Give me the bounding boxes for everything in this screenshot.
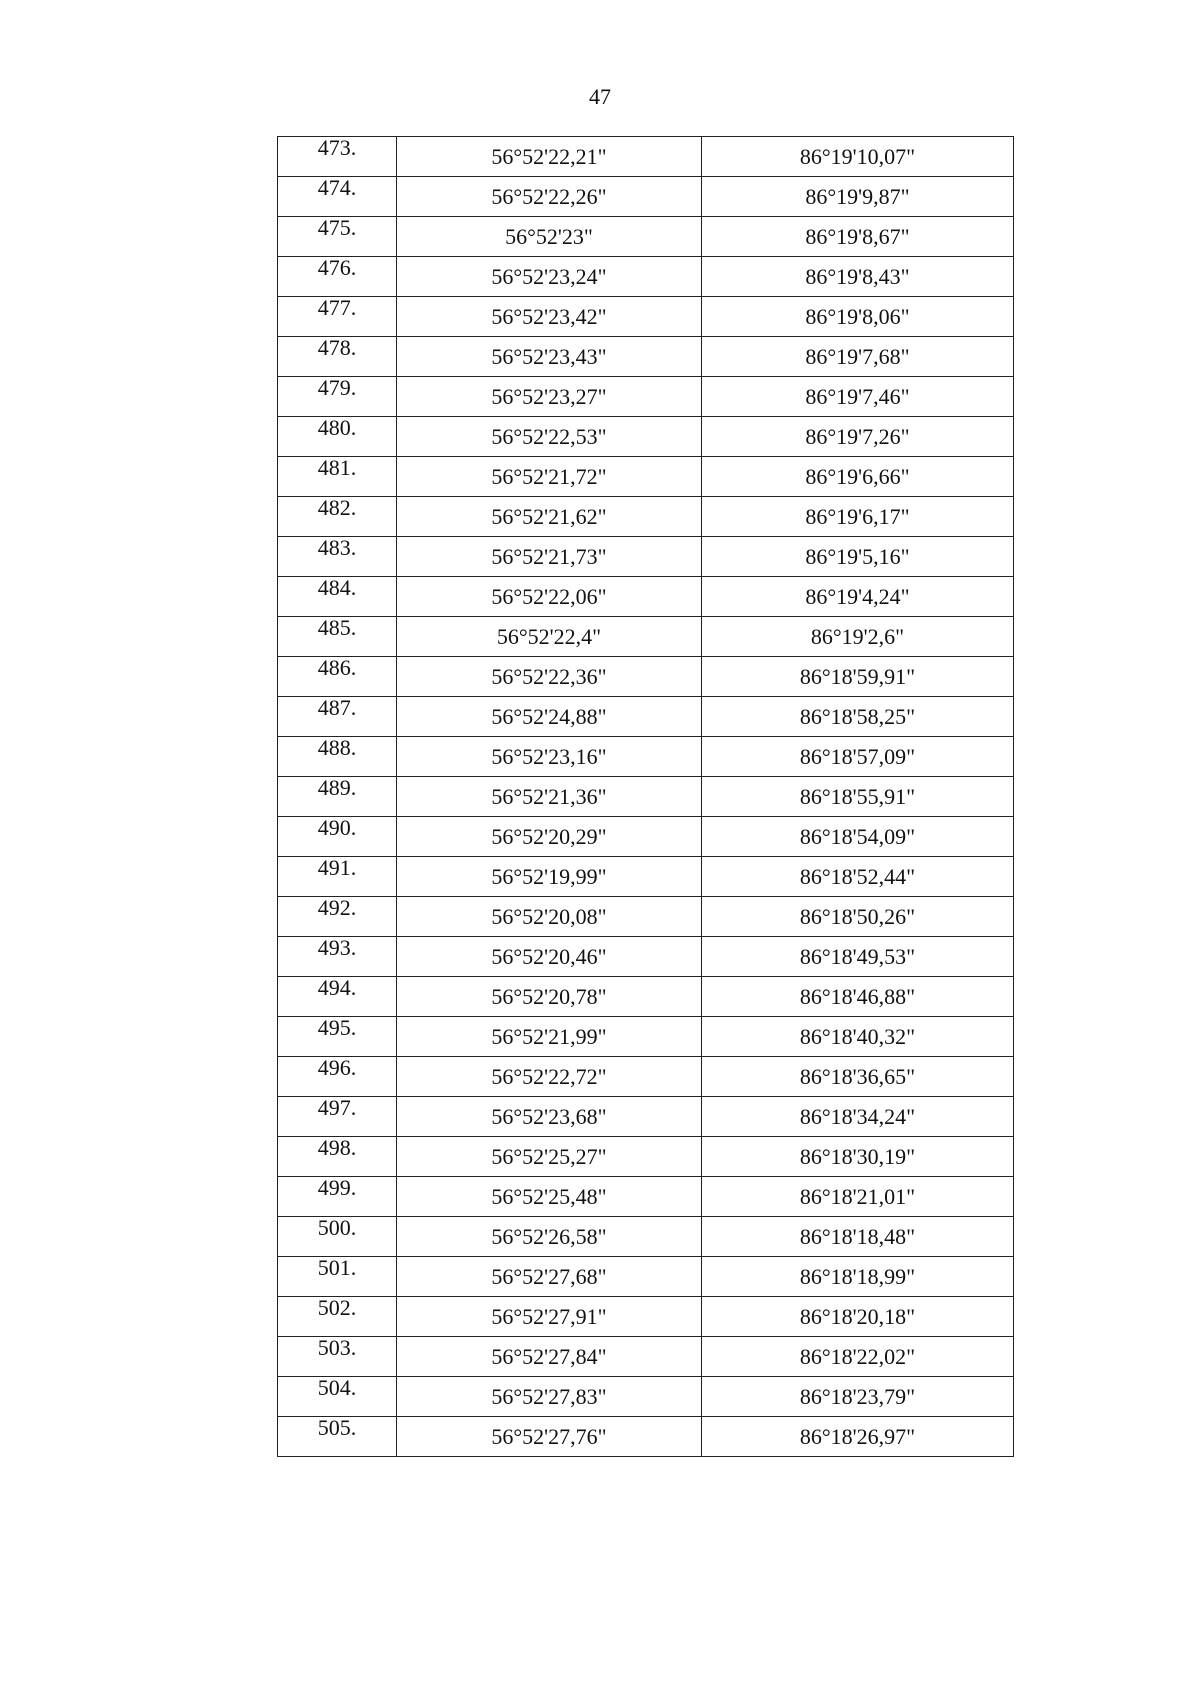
longitude-cell: 86°18'58,25" xyxy=(702,697,1014,737)
coordinates-table-body xyxy=(278,137,1014,1457)
latitude-cell: 56°52'23,27" xyxy=(397,377,702,417)
latitude-cell: 56°52'21,36" xyxy=(397,777,702,817)
table-row xyxy=(278,857,1014,897)
latitude-cell: 56°52'23,68" xyxy=(397,1097,702,1137)
point-number-cell: 502. xyxy=(278,1297,397,1337)
table-row xyxy=(278,537,1014,577)
latitude-cell: 56°52'22,21" xyxy=(397,137,702,177)
point-number-cell: 477. xyxy=(278,297,397,337)
latitude-cell: 56°52'20,29" xyxy=(397,817,702,857)
longitude-cell: 86°18'40,32" xyxy=(702,1017,1014,1057)
longitude-cell: 86°19'6,17" xyxy=(702,497,1014,537)
longitude-cell: 86°19'9,87" xyxy=(702,177,1014,217)
latitude-cell: 56°52'21,62" xyxy=(397,497,702,537)
table-row xyxy=(278,457,1014,497)
table-row xyxy=(278,217,1014,257)
longitude-cell: 86°18'54,09" xyxy=(702,817,1014,857)
coordinates-table xyxy=(277,136,1014,1457)
latitude-cell: 56°52'27,68" xyxy=(397,1257,702,1297)
point-number-cell: 494. xyxy=(278,977,397,1017)
latitude-cell: 56°52'24,88" xyxy=(397,697,702,737)
longitude-cell: 86°19'7,68" xyxy=(702,337,1014,377)
table-row xyxy=(278,297,1014,337)
table-row xyxy=(278,1337,1014,1377)
longitude-cell: 86°18'18,48" xyxy=(702,1217,1014,1257)
point-number-cell: 498. xyxy=(278,1137,397,1177)
latitude-cell: 56°52'25,27" xyxy=(397,1137,702,1177)
table-row xyxy=(278,777,1014,817)
point-number-cell: 492. xyxy=(278,897,397,937)
point-number-cell: 495. xyxy=(278,1017,397,1057)
longitude-cell: 86°18'22,02" xyxy=(702,1337,1014,1377)
longitude-cell: 86°18'30,19" xyxy=(702,1137,1014,1177)
longitude-cell: 86°19'7,26" xyxy=(702,417,1014,457)
latitude-cell: 56°52'26,58" xyxy=(397,1217,702,1257)
point-number-cell: 474. xyxy=(278,177,397,217)
point-number-cell: 493. xyxy=(278,937,397,977)
point-number-cell: 490. xyxy=(278,817,397,857)
latitude-cell: 56°52'21,73" xyxy=(397,537,702,577)
longitude-cell: 86°19'2,6" xyxy=(702,617,1014,657)
latitude-cell: 56°52'22,36" xyxy=(397,657,702,697)
table-row xyxy=(278,1297,1014,1337)
longitude-cell: 86°18'52,44" xyxy=(702,857,1014,897)
table-row xyxy=(278,417,1014,457)
latitude-cell: 56°52'20,46" xyxy=(397,937,702,977)
latitude-cell: 56°52'19,99" xyxy=(397,857,702,897)
latitude-cell: 56°52'23,16" xyxy=(397,737,702,777)
point-number-cell: 504. xyxy=(278,1377,397,1417)
table-row xyxy=(278,697,1014,737)
page-number: 47 xyxy=(589,84,611,109)
latitude-cell: 56°52'22,26" xyxy=(397,177,702,217)
latitude-cell: 56°52'23" xyxy=(397,217,702,257)
point-number-cell: 475. xyxy=(278,217,397,257)
longitude-cell: 86°18'50,26" xyxy=(702,897,1014,937)
point-number-cell: 496. xyxy=(278,1057,397,1097)
table-row xyxy=(278,617,1014,657)
point-number-cell: 489. xyxy=(278,777,397,817)
table-row xyxy=(278,737,1014,777)
table-row xyxy=(278,257,1014,297)
latitude-cell: 56°52'27,91" xyxy=(397,1297,702,1337)
table-row xyxy=(278,177,1014,217)
longitude-cell: 86°18'59,91" xyxy=(702,657,1014,697)
table-row xyxy=(278,1057,1014,1097)
longitude-cell: 86°18'49,53" xyxy=(702,937,1014,977)
longitude-cell: 86°19'7,46" xyxy=(702,377,1014,417)
table-row xyxy=(278,937,1014,977)
latitude-cell: 56°52'21,72" xyxy=(397,457,702,497)
point-number-cell: 491. xyxy=(278,857,397,897)
longitude-cell: 86°18'26,97" xyxy=(702,1417,1014,1457)
longitude-cell: 86°18'20,18" xyxy=(702,1297,1014,1337)
latitude-cell: 56°52'25,48" xyxy=(397,1177,702,1217)
table-row xyxy=(278,657,1014,697)
latitude-cell: 56°52'20,78" xyxy=(397,977,702,1017)
point-number-cell: 480. xyxy=(278,417,397,457)
longitude-cell: 86°19'8,67" xyxy=(702,217,1014,257)
table-row xyxy=(278,897,1014,937)
table-row xyxy=(278,977,1014,1017)
point-number-cell: 479. xyxy=(278,377,397,417)
latitude-cell: 56°52'23,42" xyxy=(397,297,702,337)
latitude-cell: 56°52'20,08" xyxy=(397,897,702,937)
latitude-cell: 56°52'22,72" xyxy=(397,1057,702,1097)
point-number-cell: 481. xyxy=(278,457,397,497)
table-row xyxy=(278,1017,1014,1057)
longitude-cell: 86°19'10,07" xyxy=(702,137,1014,177)
table-row xyxy=(278,1137,1014,1177)
table-row xyxy=(278,1177,1014,1217)
table-row xyxy=(278,577,1014,617)
latitude-cell: 56°52'22,06" xyxy=(397,577,702,617)
point-number-cell: 482. xyxy=(278,497,397,537)
longitude-cell: 86°18'18,99" xyxy=(702,1257,1014,1297)
table-row xyxy=(278,137,1014,177)
longitude-cell: 86°18'55,91" xyxy=(702,777,1014,817)
point-number-cell: 484. xyxy=(278,577,397,617)
table-row xyxy=(278,377,1014,417)
latitude-cell: 56°52'21,99" xyxy=(397,1017,702,1057)
longitude-cell: 86°18'57,09" xyxy=(702,737,1014,777)
longitude-cell: 86°18'21,01" xyxy=(702,1177,1014,1217)
table-row xyxy=(278,1217,1014,1257)
table-row xyxy=(278,1257,1014,1297)
table-row xyxy=(278,1097,1014,1137)
point-number-cell: 501. xyxy=(278,1257,397,1297)
longitude-cell: 86°19'5,16" xyxy=(702,537,1014,577)
table-row xyxy=(278,497,1014,537)
point-number-cell: 483. xyxy=(278,537,397,577)
point-number-cell: 473. xyxy=(278,137,397,177)
point-number-cell: 497. xyxy=(278,1097,397,1137)
longitude-cell: 86°19'6,66" xyxy=(702,457,1014,497)
longitude-cell: 86°19'4,24" xyxy=(702,577,1014,617)
point-number-cell: 488. xyxy=(278,737,397,777)
longitude-cell: 86°18'36,65" xyxy=(702,1057,1014,1097)
table-row xyxy=(278,817,1014,857)
latitude-cell: 56°52'23,24" xyxy=(397,257,702,297)
point-number-cell: 486. xyxy=(278,657,397,697)
point-number-cell: 487. xyxy=(278,697,397,737)
point-number-cell: 505. xyxy=(278,1417,397,1457)
longitude-cell: 86°18'46,88" xyxy=(702,977,1014,1017)
point-number-cell: 478. xyxy=(278,337,397,377)
point-number-cell: 503. xyxy=(278,1337,397,1377)
latitude-cell: 56°52'22,4" xyxy=(397,617,702,657)
longitude-cell: 86°19'8,43" xyxy=(702,257,1014,297)
latitude-cell: 56°52'27,84" xyxy=(397,1337,702,1377)
latitude-cell: 56°52'27,83" xyxy=(397,1377,702,1417)
latitude-cell: 56°52'27,76" xyxy=(397,1417,702,1457)
table-row xyxy=(278,1417,1014,1457)
longitude-cell: 86°19'8,06" xyxy=(702,297,1014,337)
point-number-cell: 500. xyxy=(278,1217,397,1257)
latitude-cell: 56°52'23,43" xyxy=(397,337,702,377)
latitude-cell: 56°52'22,53" xyxy=(397,417,702,457)
point-number-cell: 485. xyxy=(278,617,397,657)
table-row xyxy=(278,337,1014,377)
table-row xyxy=(278,1377,1014,1417)
longitude-cell: 86°18'23,79" xyxy=(702,1377,1014,1417)
longitude-cell: 86°18'34,24" xyxy=(702,1097,1014,1137)
point-number-cell: 476. xyxy=(278,257,397,297)
point-number-cell: 499. xyxy=(278,1177,397,1217)
